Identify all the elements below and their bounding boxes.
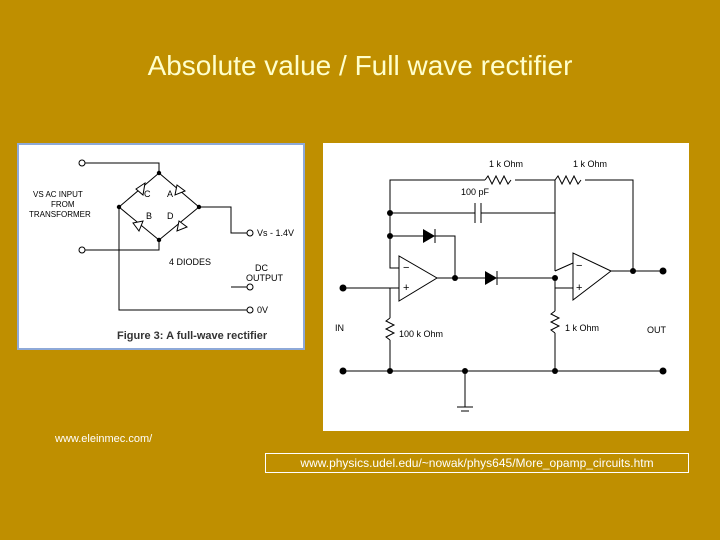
- label-in: IN: [335, 323, 344, 333]
- diode-feedback: [423, 229, 435, 243]
- input-label-line-1: VS AC INPUT: [33, 190, 83, 199]
- ground-label: 0V: [257, 305, 269, 315]
- opamp-1-plus: +: [403, 282, 410, 294]
- opamp-rectifier-figure: [323, 143, 689, 431]
- label-resistor-top-right: 1 k Ohm: [573, 159, 608, 169]
- opamp-rectifier-diagram: [323, 143, 689, 431]
- diode-label-c: C: [144, 189, 151, 199]
- diodes-label: 4 DIODES: [169, 257, 212, 267]
- output-terminal-positive: [247, 230, 253, 236]
- resistor-second: [551, 311, 559, 333]
- dc-output-line-2: OUTPUT: [246, 273, 283, 283]
- diode-label-b: B: [146, 211, 153, 221]
- resistor-top-right: [555, 176, 581, 184]
- opamp-2-plus: +: [576, 282, 583, 294]
- resistor-top-left: [485, 176, 511, 184]
- output-terminal-mid: [247, 284, 253, 290]
- figure-caption: Figure 3: A full-wave rectifier: [117, 330, 268, 342]
- opamp-1-minus: −: [403, 262, 410, 274]
- source-link-right[interactable]: www.physics.udel.edu/~nowak/phys645/More_opamp_circuits.htm: [265, 453, 689, 473]
- input-label-line-3: TRANSFORMER: [29, 210, 91, 219]
- input-terminal-bottom: [79, 247, 85, 253]
- diode-label-d: D: [167, 211, 174, 221]
- dc-output-line-1: DC: [255, 263, 268, 273]
- label-resistor-input: 100 k Ohm: [399, 329, 444, 339]
- bridge-rectifier-diagram: [19, 145, 303, 348]
- label-resistor-second: 1 k Ohm: [565, 323, 600, 333]
- label-resistor-top-left: 1 k Ohm: [489, 159, 524, 169]
- diode-output: [485, 271, 497, 285]
- bridge-rectifier-figure: [17, 143, 305, 350]
- slide-title: Absolute value / Full wave rectifier: [147, 50, 573, 81]
- vout-label: Vs - 1.4V: [257, 228, 295, 238]
- source-link-left[interactable]: www.eleinmec.com/: [55, 433, 153, 445]
- bridge-diamond: [119, 173, 199, 240]
- resistor-input: [386, 318, 394, 340]
- input-terminal-top: [79, 160, 85, 166]
- diode-label-a: A: [167, 189, 174, 199]
- label-capacitor: 100 pF: [461, 187, 490, 197]
- opamp-2-minus: −: [576, 260, 583, 272]
- input-label-line-2: FROM: [51, 200, 75, 209]
- label-out: OUT: [647, 325, 666, 335]
- output-terminal-ground: [247, 307, 253, 313]
